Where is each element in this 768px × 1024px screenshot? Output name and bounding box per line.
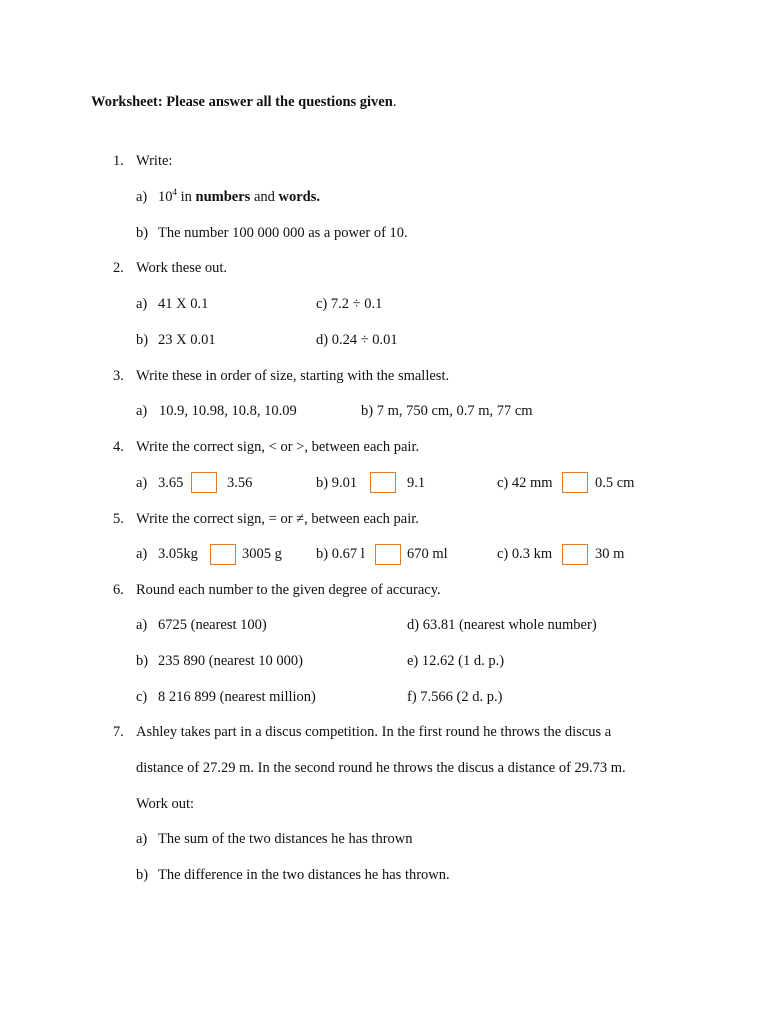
q7-line2: distance of 27.29 m. In the second round he throws the discus a distance of 29.73 m. (136, 760, 626, 776)
q3a-text: 10.9, 10.98, 10.8, 10.09 (159, 403, 297, 419)
q2-number: 2. (113, 260, 124, 276)
q1-prompt: Write: (136, 153, 173, 169)
q5a-answer-box[interactable] (210, 544, 236, 565)
q1-number: 1. (113, 153, 124, 169)
q6c-text: 8 216 899 (nearest million) (158, 689, 316, 705)
q5-prompt: Write the correct sign, = or ≠, between each pair. (136, 511, 419, 527)
q6d-text: d) 63.81 (nearest whole number) (407, 617, 597, 633)
q6e-text: e) 12.62 (1 d. p.) (407, 653, 505, 669)
q5a-left: 3.05kg (158, 546, 198, 562)
q4b-left: b) 9.01 (316, 475, 358, 491)
q7-number: 7. (113, 724, 124, 740)
q6c-label: c) (136, 689, 148, 705)
q6f-text: f) 7.566 (2 d. p.) (407, 689, 503, 705)
q2b-text: 23 X 0.01 (158, 332, 216, 348)
worksheet-title: Worksheet: Please answer all the questions given. (91, 94, 397, 110)
q6a-text: 6725 (nearest 100) (158, 617, 267, 633)
q7-line1: Ashley takes part in a discus competition. In the first round he throws the discus a (136, 724, 612, 740)
q3a-label: a) (136, 403, 148, 419)
q6-prompt: Round each number to the given degree of accuracy. (136, 582, 441, 598)
q6b-text: 235 890 (nearest 10 000) (158, 653, 303, 669)
q4c-right: 0.5 cm (595, 475, 635, 491)
q4a-answer-box[interactable] (191, 472, 217, 493)
q7b-label: b) (136, 867, 149, 883)
q4a-left: 3.65 (158, 475, 184, 491)
q5b-right: 670 ml (407, 546, 448, 562)
q2a-text: 41 X 0.1 (158, 296, 209, 312)
q4b-answer-box[interactable] (370, 472, 396, 493)
q7b-text: The difference in the two distances he has thrown. (158, 867, 450, 883)
q1a-text: $10^4$ in numbers and words. (158, 187, 321, 205)
q6b-label: b) (136, 653, 149, 669)
q2c-text: c) 7.2 ÷ 0.1 (316, 296, 383, 312)
q5c-answer-box[interactable] (562, 544, 588, 565)
q5c-right: 30 m (595, 546, 625, 562)
q5a-right: 3005 g (242, 546, 282, 562)
q6-number: 6. (113, 582, 124, 598)
q3-number: 3. (113, 368, 124, 384)
q7a-label: a) (136, 831, 148, 847)
q4b-right: 9.1 (407, 475, 426, 491)
q1b-text: The number 100 000 000 as a power of 10. (158, 225, 408, 241)
q7-line3: Work out: (136, 796, 195, 812)
q2a-label: a) (136, 296, 148, 312)
q4c-answer-box[interactable] (562, 472, 588, 493)
q3b-text: b) 7 m, 750 cm, 0.7 m, 77 cm (361, 403, 533, 419)
q6a-label: a) (136, 617, 148, 633)
q1b-label: b) (136, 225, 149, 241)
q4a-label: a) (136, 475, 148, 491)
q5b-answer-box[interactable] (375, 544, 401, 565)
q4a-right: 3.56 (227, 475, 253, 491)
q2d-text: d) 0.24 ÷ 0.01 (316, 332, 398, 348)
q7a-text: The sum of the two distances he has thrown (158, 831, 413, 847)
q4-number: 4. (113, 439, 124, 455)
q5c-left: c) 0.3 km (497, 546, 553, 562)
q1a-label: a) (136, 189, 148, 205)
q4c-left: c) 42 mm (497, 475, 553, 491)
q5-number: 5. (113, 511, 124, 527)
q5b-left: b) 0.67 l (316, 546, 365, 562)
q3-prompt: Write these in order of size, starting with the smallest. (136, 368, 450, 384)
q2b-label: b) (136, 332, 149, 348)
q4-prompt: Write the correct sign, < or >, between each pair. (136, 439, 420, 455)
q5a-label: a) (136, 546, 148, 562)
q2-prompt: Work these out. (136, 260, 228, 276)
